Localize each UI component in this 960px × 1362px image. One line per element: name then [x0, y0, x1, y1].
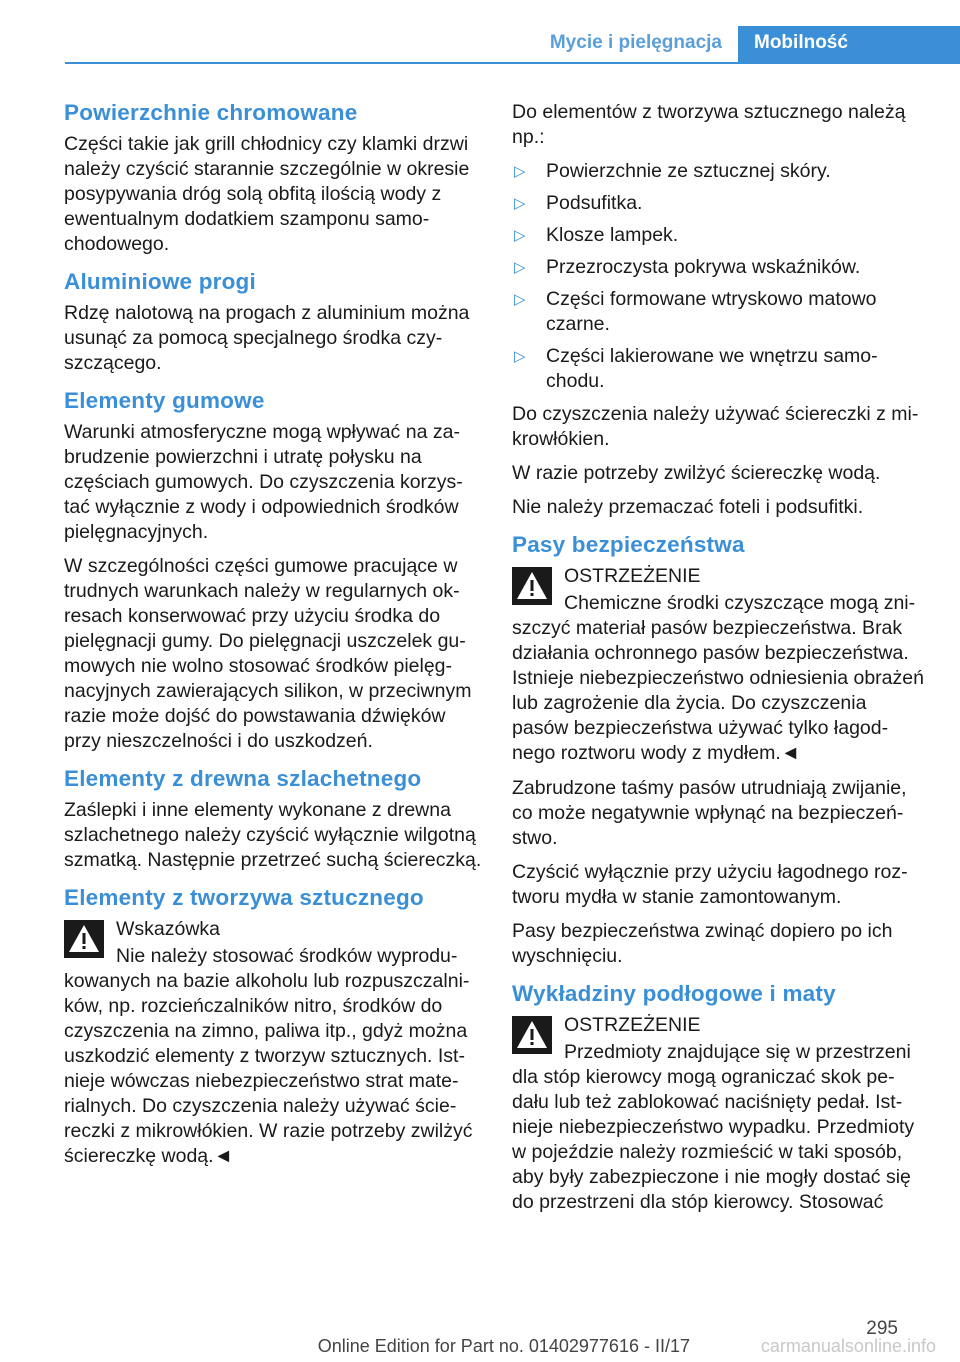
list-item: ▷ Części lakierowane we wnętrzu samochodu. [514, 345, 878, 392]
plastic-list [512, 159, 924, 394]
paragraph-rubber-2: W szczególności części gumowe pracujące w trudnych warunkach należy w regularnych okresach konserwować przy użyciu środka do pielęgnacji gumy. Do pielęgnacji uszczelek gumowych nie wolno stosować środków pielęgnacyjnych zawierających silikon, w przeciwnym razie może dojść do powstawania dźwięków przy nieszczelności i do uszkodzeń. [64, 555, 472, 752]
paragraph-plastic-intro: Do elementów z tworzywa sztucznego należą np.: [512, 101, 906, 148]
paragraph-moisten: W razie potrzeby zwilżyć ściereczkę wodą. [512, 462, 881, 484]
note-text: Nie należy stosować środków wyprodukowanych na bazie alkoholu lub rozpuszczalników, np. rozcieńczalników nitro, środków do czyszczenia na zimno, paliwa itp., gdyż można uszkodzić elementy z tworzyw sztucznych. Istnieje wówczas niebezpieczeństwo strat materialnych. Do czyszczenia należy używać ściereczki z mikrowłókien. W razie potrzeby zwilżyć ściereczkę wodą.◄ [64, 945, 473, 1167]
tab-mobilnosc[interactable]: Mobilność [738, 26, 960, 62]
bullet-arrow-icon: ▷ [514, 227, 526, 244]
heading-wykladziny: Wykładziny podłogowe i maty [512, 981, 836, 1006]
paragraph-seatbelt-2: Czyścić wyłącznie przy użyciu łagodnego roztworu mydła w stanie zamontowanym. [512, 861, 908, 908]
heading-aluminiowe-progi: Aluminiowe progi [64, 269, 256, 294]
paragraph-microfiber: Do czyszczenia należy używać ściereczki z mikrowłókien. [512, 403, 919, 450]
bullet-arrow-icon: ▷ [514, 348, 526, 365]
heading-pasy: Pasy bezpieczeństwa [512, 532, 745, 557]
bullet-arrow-icon: ▷ [514, 163, 526, 180]
warning-seatbelts [512, 564, 924, 766]
watermark[interactable]: carmanualsonline.info [760, 1336, 936, 1356]
paragraph-rubber-1: Warunki atmosferyczne mogą wpływać na zabrudzenie powierzchni i utratę połysku na częściach gumowych. Do czyszczenia korzystać wyłącznie z wody i odpowiednich środków pielęgnacyjnych. [64, 421, 463, 543]
paragraph-chrome: Części takie jak grill chłodnicy czy klamki drzwi należy czyścić starannie szczególnie w okresie posypywania dróg solą obfitą ilością wody z ewentualnym dodatkiem szamponu samochodowego. [64, 133, 470, 255]
heading-drewno: Elementy z drewna szlachetnego [64, 766, 422, 791]
bullet-arrow-icon: ▷ [514, 195, 526, 212]
paragraph-aluminium: Rdzę nalotową na progach z aluminium można usunąć za pomocą specjalnego środka czyszczącego. [64, 302, 470, 374]
warning-heading: OSTRZEŻENIE [564, 565, 701, 587]
list-item: ▷ Przezroczysta pokrywa wskaźników. [514, 256, 861, 278]
tab-mycie-i-pielegnacja[interactable]: Mycie i pielęgnacja [549, 32, 722, 53]
note-heading: Wskazówka [116, 918, 221, 940]
paragraph-seatbelt-3: Pasy bezpieczeństwa zwinąć dopiero po ich wyschnięciu. [512, 920, 893, 967]
heading-powierzchnie-chromowane: Powierzchnie chromowane [64, 100, 358, 125]
header-tab-bar [65, 26, 960, 64]
warning-triangle-icon [64, 920, 104, 958]
heading-elementy-gumowe: Elementy gumowe [64, 388, 265, 413]
right-column [512, 100, 924, 1225]
warning-triangle-icon [512, 567, 552, 605]
paragraph-no-soaking: Nie należy przemaczać foteli i podsufitki. [512, 496, 864, 518]
edition-note: Online Edition for Part no. 01402977616 - II/17 [317, 1336, 690, 1356]
page-number: 295 [866, 1318, 898, 1339]
list-item: ▷ Podsufitka. [514, 192, 643, 214]
note-plastic [64, 917, 482, 1169]
warning-heading: OSTRZEŻENIE [564, 1014, 701, 1036]
bullet-arrow-icon: ▷ [514, 291, 526, 308]
warning-text: Chemiczne środki czyszczące mogą zniszczyć materiał pasów bezpieczeństwa. Brak działania ochronnego pasów bezpieczeństwa. Istnieje niebezpieczeństwo odniesienia obrażeń lub zagrożenie dla życia. Do czyszczenia pasów bezpieczeństwa używać tylko łagodnego roztworu wody z mydłem.◄ [512, 592, 924, 764]
warning-floor-mats [512, 1013, 924, 1215]
paragraph-wood: Zaślepki i inne elementy wykonane z drewna szlachetnego należy czyścić wyłącznie wilgotną szmatką. Następnie przetrzeć suchą ściereczką. [64, 799, 482, 871]
warning-triangle-icon [512, 1016, 552, 1054]
list-item: ▷ Powierzchnie ze sztucznej skóry. [514, 160, 831, 182]
left-column [64, 100, 482, 1179]
warning-text: Przedmioty znajdujące się w przestrzeni dla stóp kierowcy mogą ograniczać skok pedału lub też zablokować naciśnięty pedał. Istnieje niebezpieczeństwo wypadku. Przedmioty w pojeździe należy rozmieścić w taki sposób, aby były zabezpieczone i nie mogły dostać się do przestrzeni dla stóp kierowcy. Stosować [512, 1041, 915, 1213]
heading-tworzywa: Elementy z tworzywa sztucznego [64, 885, 424, 910]
list-item: ▷ Klosze lampek. [514, 224, 679, 246]
paragraph-seatbelt-1: Zabrudzone taśmy pasów utrudniają zwijanie, co może negatywnie wpłynąć na bezpieczeństwo. [512, 777, 907, 849]
list-item: ▷ Części formowane wtryskowo matowo czarne. [514, 288, 877, 335]
bullet-arrow-icon: ▷ [514, 259, 526, 276]
